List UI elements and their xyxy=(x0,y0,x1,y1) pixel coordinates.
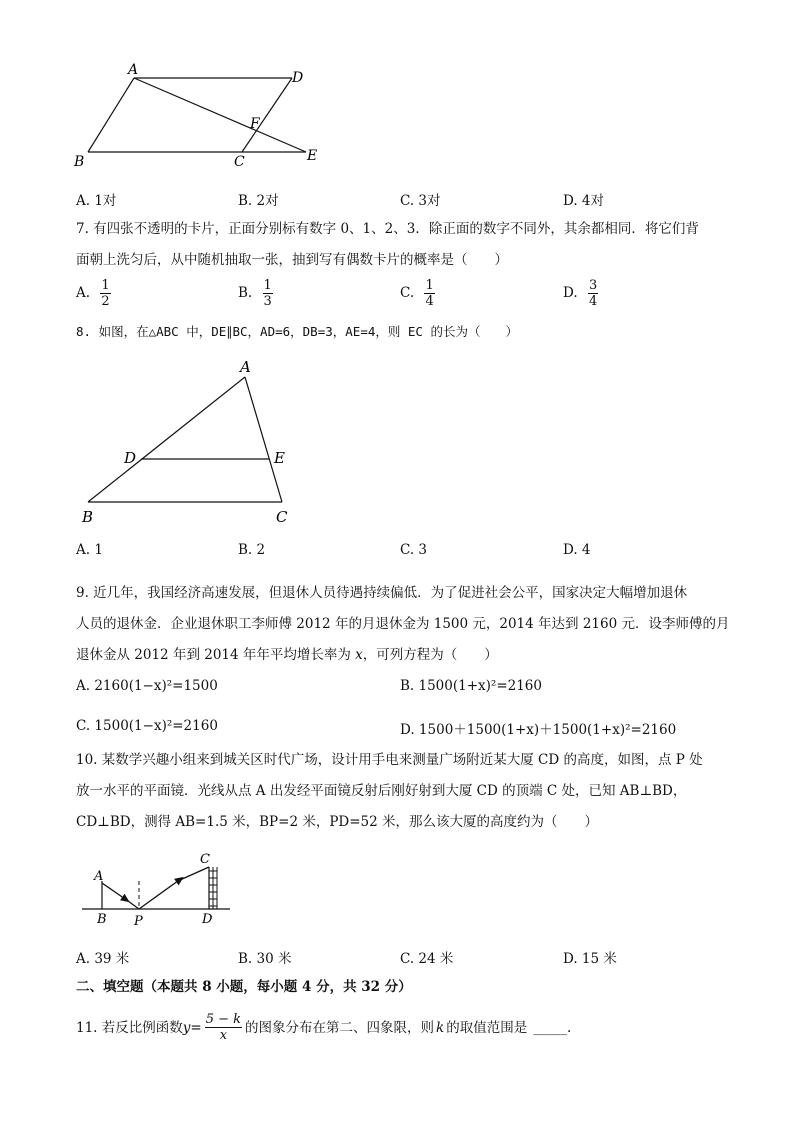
q9-variable-x: x xyxy=(355,647,363,663)
q7-option-a-label: A. xyxy=(76,285,91,301)
q10-label-b: B xyxy=(97,912,107,927)
q9-option-d: D. 1500＋1500(1+x)＋1500(1+x)²=2160 xyxy=(400,722,677,738)
q6-label-a: A xyxy=(128,62,139,78)
q8-option-b: B. 2 xyxy=(238,542,266,558)
q8-option-a: A. 1 xyxy=(76,542,103,558)
q10-stem-line1: 10. 某数学兴趣小组来到城关区时代广场，设计用手电来测量广场附近某大厦 CD 的高度，如图，点 P 处 xyxy=(76,752,703,768)
q7-option-b xyxy=(238,278,273,309)
q11-numerator: 5 − k xyxy=(205,1012,242,1027)
q8-option-c: C. 3 xyxy=(400,542,428,558)
q10-ray-pc xyxy=(139,878,182,909)
q7-option-d xyxy=(563,278,598,309)
q6-label-e: E xyxy=(307,148,318,164)
q8-label-a: A xyxy=(240,358,251,376)
q11-stem xyxy=(76,1012,571,1043)
q8-seg-ab xyxy=(88,377,245,502)
q6-seg-ae xyxy=(134,78,306,152)
q7-option-b-label: B. xyxy=(238,285,253,301)
q10-stem-line2: 放一水平的平面镜．光线从点 A 出发经平面镜反射后刚好射到大厦 CD 的顶端 C 处，已知 AB⊥BD， xyxy=(76,783,687,799)
q11-answer-blank[interactable]: _____ xyxy=(533,1019,567,1036)
q9-option-b: B. 1500(1+x)²=2160 xyxy=(400,678,542,694)
q10-ray-ap xyxy=(102,883,128,901)
q8-label-b: B xyxy=(82,508,94,526)
q9-option-a: A. 2160(1−x)²=1500 xyxy=(76,678,218,694)
q9-stem-line2: 人员的退休金．企业退休职工李师傅 2012 年的月退休金为 1500 元，2014 年达到 2160 元．设李师傅的月 xyxy=(76,616,730,632)
q10-ray-pc-tail xyxy=(180,867,209,880)
q6-label-f: F xyxy=(250,116,260,132)
q6-label-b: B xyxy=(74,154,85,170)
q10-option-d: D. 15 米 xyxy=(563,951,617,967)
q10-label-a: A xyxy=(94,869,104,884)
q8-label-e: E xyxy=(274,449,285,467)
q10-figure xyxy=(76,845,246,935)
q11-end: . xyxy=(566,1019,572,1036)
q10-stem-line3: CD⊥BD，测得 AB=1.5 米，BP=2 米，PD=52 米，那么该大厦的高度约为（ ） xyxy=(76,814,599,830)
q11-equals: = xyxy=(190,1019,202,1036)
q6-label-c: C xyxy=(234,154,245,170)
q10-ray-pa-tail xyxy=(128,901,139,909)
q8-seg-ac xyxy=(245,377,282,502)
q8-label-d: D xyxy=(124,449,137,467)
q7-stem-line2: 面朝上洗匀后，从中随机抽取一张，抽到写有偶数卡片的概率是（ ） xyxy=(76,252,508,268)
q10-option-b: B. 30 米 xyxy=(238,951,292,967)
q10-label-p: P xyxy=(134,914,143,929)
q8-label-c: C xyxy=(276,508,288,526)
q8-figure xyxy=(70,355,310,530)
q11-denominator: x xyxy=(219,1028,228,1043)
q10-option-c: C. 24 米 xyxy=(400,951,454,967)
q11-fraction xyxy=(205,1012,242,1043)
q11-post: 的图象分布在第二、四象限，则 xyxy=(245,1019,435,1036)
q11-variable-k: k xyxy=(436,1019,445,1036)
q7-option-c xyxy=(400,278,435,309)
q6-seg-dc xyxy=(242,78,292,152)
q10-building-hatch xyxy=(209,867,217,909)
q11-post2: 的取值范围是 xyxy=(446,1019,528,1036)
q7-option-b-fraction: $\frac{1}{3}$ xyxy=(263,278,272,309)
q6-option-a: A. 1对 xyxy=(76,193,117,209)
q6-seg-ab xyxy=(88,78,134,152)
q7-option-d-fraction: $\frac{3}{4}$ xyxy=(588,278,598,309)
q9-stem-line3-a: 退休金从 2012 年到 2014 年年平均增长率为 xyxy=(76,647,356,663)
q9-stem-line3-b: ，可列方程为（ ） xyxy=(362,647,498,663)
q10-option-a: A. 39 米 xyxy=(76,951,130,967)
q9-stem-line3 xyxy=(76,645,498,665)
q10-label-d: D xyxy=(202,912,213,927)
q6-option-b: B. 2对 xyxy=(238,193,279,209)
q6-option-d: D. 4对 xyxy=(563,193,605,209)
q6-figure xyxy=(70,60,340,172)
q7-option-a xyxy=(76,278,111,309)
q11-variable-y: y xyxy=(182,1019,191,1036)
q10-label-c: C xyxy=(200,852,210,867)
q9-stem-line1: 9. 近几年，我国经济高速发展，但退休人员待遇持续偏低．为了促进社会公平，国家决定大幅增加退休 xyxy=(76,585,688,601)
q8-stem: 8. 如图，在△ABC 中，DE∥BC，AD=6，DB=3，AE=4，则 EC 的长为（ ） xyxy=(76,324,518,339)
q11-pre: 11. 若反比例函数 xyxy=(76,1019,183,1036)
q7-stem-line1: 7. 有四张不透明的卡片，正面分别标有数字 0、1、2、3．除正面的数字不同外，其余都相同．将它们背 xyxy=(76,221,699,237)
q7-option-d-label: D. xyxy=(563,285,578,301)
q7-option-c-label: C. xyxy=(400,285,415,301)
q6-option-c: C. 3对 xyxy=(400,193,441,209)
q8-option-d: D. 4 xyxy=(563,542,591,558)
q9-option-c: C. 1500(1−x)²=2160 xyxy=(76,718,218,734)
q7-option-c-fraction: $\frac{1}{4}$ xyxy=(425,278,434,309)
q6-label-d: D xyxy=(292,70,304,86)
section-2-title: 二、填空题（本题共 8 小题，每小题 4 分，共 32 分） xyxy=(76,979,412,995)
q7-option-a-fraction: $\frac{1}{2}$ xyxy=(101,278,110,309)
